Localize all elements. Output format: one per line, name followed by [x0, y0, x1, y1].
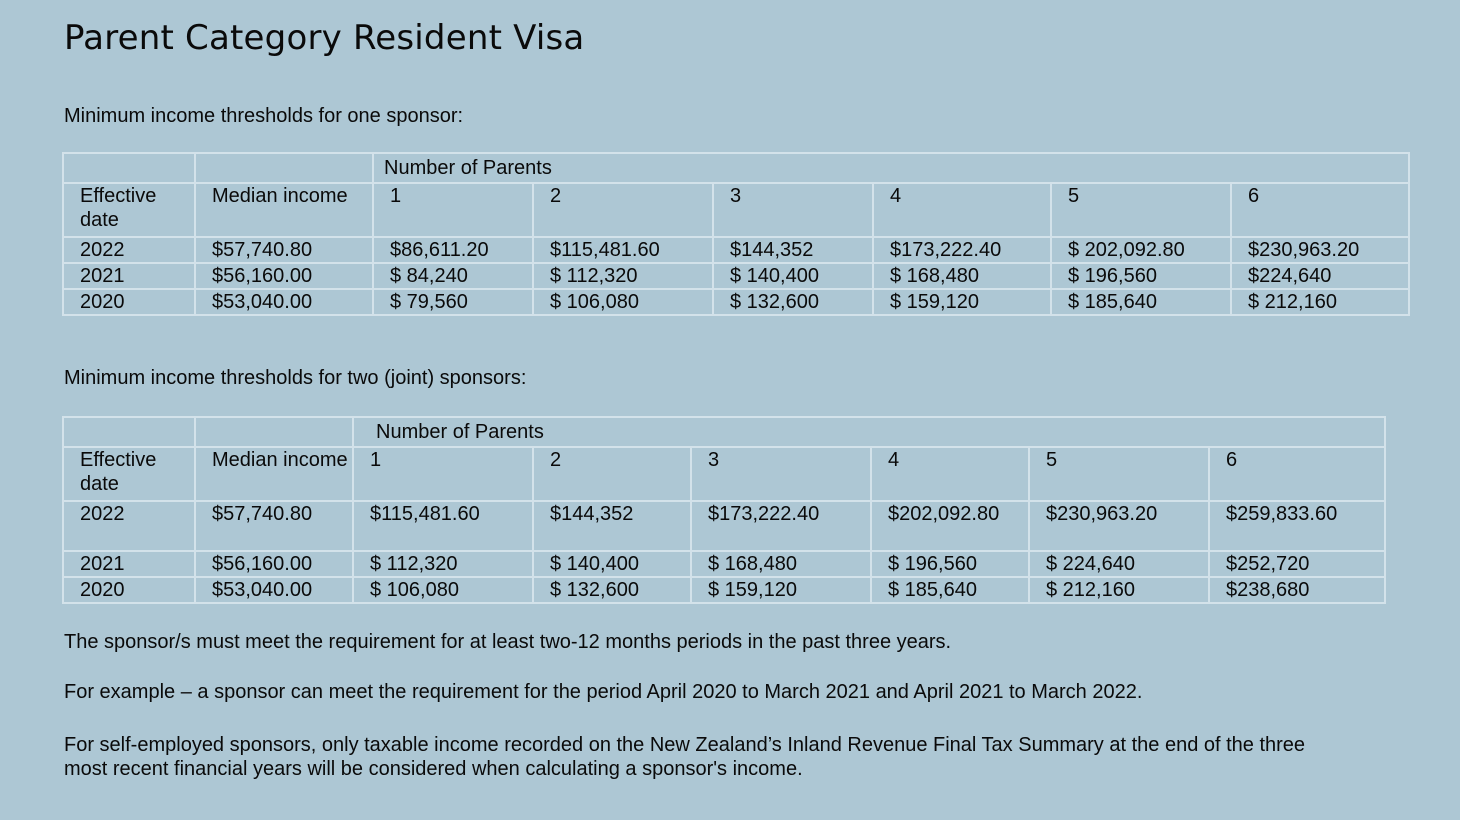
table-row: [63, 263, 1409, 289]
table-group-header-row: [63, 153, 1409, 183]
table-cell: $224,640: [1231, 263, 1409, 289]
table-cell: $252,720: [1209, 551, 1385, 577]
table-cell: $173,222.40: [873, 237, 1051, 263]
table-cell: $ 132,600: [533, 577, 691, 603]
table-cell: $ 112,320: [533, 263, 713, 289]
table-cell: $86,611.20: [373, 237, 533, 263]
table-cell: $ 212,160: [1231, 289, 1409, 315]
column-header: 4: [871, 447, 1029, 501]
number-of-parents-header: Number of Parents: [353, 417, 1385, 447]
example-note: For example – a sponsor can meet the requirement for the period April 2020 to March 2021 and April 2021 to March 2022.: [64, 681, 1143, 703]
table-cell: $ 159,120: [873, 289, 1051, 315]
table-cell: $56,160.00: [195, 263, 373, 289]
column-header: 3: [691, 447, 871, 501]
table-cell: $ 224,640: [1029, 551, 1209, 577]
table-cell: $259,833.60: [1209, 501, 1385, 551]
table-cell: $ 202,092.80: [1051, 237, 1231, 263]
table-cell: 2020: [63, 289, 195, 315]
table-cell: $ 140,400: [533, 551, 691, 577]
two-sponsors-table: [62, 416, 1386, 604]
column-header: 1: [373, 183, 533, 237]
table-cell: $ 196,560: [1051, 263, 1231, 289]
table-cell: $ 132,600: [713, 289, 873, 315]
column-header: 4: [873, 183, 1051, 237]
column-header: 3: [713, 183, 873, 237]
table-cell: $53,040.00: [195, 577, 353, 603]
page-title: Parent Category Resident Visa: [64, 18, 585, 58]
table-cell: 2020: [63, 577, 195, 603]
table-cell: $53,040.00: [195, 289, 373, 315]
table-cell: $ 140,400: [713, 263, 873, 289]
table-row: [63, 577, 1385, 603]
requirement-note: The sponsor/s must meet the requirement for at least two-12 months periods in the past three years.: [64, 631, 952, 653]
table-cell: $ 84,240: [373, 263, 533, 289]
table-header-row: [63, 183, 1409, 237]
one-sponsor-heading: Minimum income thresholds for one sponsor:: [64, 105, 464, 127]
table-cell: 2022: [63, 501, 195, 551]
table-cell: $ 168,480: [873, 263, 1051, 289]
table-cell: $115,481.60: [353, 501, 533, 551]
table-cell: 2021: [63, 263, 195, 289]
table-cell: $ 106,080: [353, 577, 533, 603]
table-row: [63, 289, 1409, 315]
table-cell: $ 185,640: [1051, 289, 1231, 315]
table-cell: 2022: [63, 237, 195, 263]
column-header: Effective date: [63, 447, 195, 501]
table-cell: $ 159,120: [691, 577, 871, 603]
column-header: 6: [1231, 183, 1409, 237]
table-cell: $230,963.20: [1231, 237, 1409, 263]
column-header: Median income: [195, 183, 373, 237]
table-cell: $57,740.80: [195, 501, 353, 551]
column-header: 1: [353, 447, 533, 501]
column-header: Effective date: [63, 183, 195, 237]
column-header: 5: [1051, 183, 1231, 237]
table-cell: $ 106,080: [533, 289, 713, 315]
table-cell: $238,680: [1209, 577, 1385, 603]
table-group-header-row: [63, 417, 1385, 447]
number-of-parents-header: Number of Parents: [373, 153, 1409, 183]
column-header: Median income: [195, 447, 353, 501]
table-cell: $144,352: [533, 501, 691, 551]
table-cell: $ 212,160: [1029, 577, 1209, 603]
table-cell: $173,222.40: [691, 501, 871, 551]
self-employed-note: For self-employed sponsors, only taxable income recorded on the New Zealand’s Inland Revenue Final Tax Summary at the end of the three most recent financial years will be considered when calculating a sponsor's income.: [64, 734, 1306, 780]
column-header: 2: [533, 447, 691, 501]
table-cell: $57,740.80: [195, 237, 373, 263]
table-cell: $230,963.20: [1029, 501, 1209, 551]
table-cell: $115,481.60: [533, 237, 713, 263]
table-cell: 2021: [63, 551, 195, 577]
table-cell: $56,160.00: [195, 551, 353, 577]
table-cell: $ 112,320: [353, 551, 533, 577]
column-header: 6: [1209, 447, 1385, 501]
table-cell: $ 168,480: [691, 551, 871, 577]
column-header: 5: [1029, 447, 1209, 501]
table-cell: $202,092.80: [871, 501, 1029, 551]
table-cell: $ 185,640: [871, 577, 1029, 603]
table-cell: $ 79,560: [373, 289, 533, 315]
table-row: [63, 501, 1385, 551]
table-row: [63, 551, 1385, 577]
two-sponsors-heading: Minimum income thresholds for two (joint) sponsors:: [64, 367, 527, 389]
table-header-row: [63, 447, 1385, 501]
one-sponsor-table: [62, 152, 1410, 316]
table-row: [63, 237, 1409, 263]
table-cell: $ 196,560: [871, 551, 1029, 577]
column-header: 2: [533, 183, 713, 237]
table-cell: $144,352: [713, 237, 873, 263]
